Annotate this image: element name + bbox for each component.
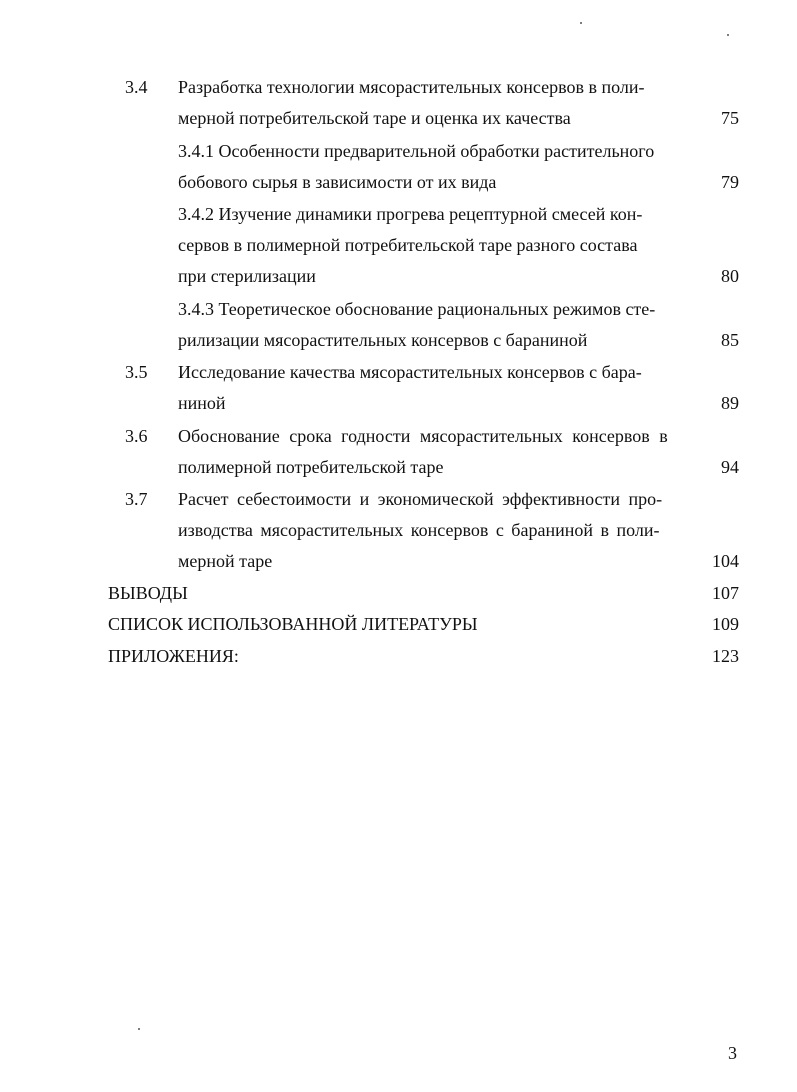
toc-entry-line: при стерилизации bbox=[178, 266, 316, 286]
toc-entry-line: Обоснование срока годности мясорастительных консервов в bbox=[178, 426, 668, 446]
toc-entry-line: мерной таре bbox=[178, 551, 273, 571]
toc-entry-line: полимерной потребительской таре bbox=[178, 457, 444, 477]
toc-entry-line: бобового сырья в зависимости от их вида bbox=[178, 172, 497, 192]
toc-entry-number: 3.4 bbox=[125, 77, 148, 97]
toc-section-title: ВЫВОДЫ bbox=[108, 583, 188, 603]
toc-entry-line: Исследование качества мясорастительных консервов с бара- bbox=[178, 362, 642, 382]
toc-page-number: 123 bbox=[712, 646, 739, 666]
toc-page-number: 85 bbox=[721, 330, 739, 350]
toc-entry-line: 3.4.3 Теоретическое обоснование рациональных режимов сте- bbox=[178, 299, 656, 319]
toc-entry-line: рилизации мясорастительных консервов с бараниной bbox=[178, 330, 588, 350]
toc-entry-line: Расчет себестоимости и экономической эффективности про- bbox=[178, 489, 663, 509]
toc-entry-line: 3.4.1 Особенности предварительной обработки растительного bbox=[178, 141, 655, 161]
toc-entry-number: 3.6 bbox=[125, 426, 148, 446]
toc-entry-number: 3.7 bbox=[125, 489, 148, 509]
toc-section-title: СПИСОК ИСПОЛЬЗОВАННОЙ ЛИТЕРАТУРЫ bbox=[108, 614, 478, 634]
toc-entry-line: ниной bbox=[178, 393, 226, 413]
toc-page-number: 104 bbox=[712, 551, 739, 571]
toc-page-number: 80 bbox=[721, 266, 739, 286]
toc-page-number: 94 bbox=[721, 457, 739, 477]
toc-entry-number: 3.5 bbox=[125, 362, 148, 382]
toc-page-number: 109 bbox=[712, 614, 739, 634]
toc-section-title: ПРИЛОЖЕНИЯ: bbox=[108, 646, 239, 666]
page-number: 3 bbox=[728, 1043, 737, 1063]
toc-entry-line: Разработка технологии мясорастительных консервов в поли- bbox=[178, 77, 645, 97]
toc-entry-line: сервов в полимерной потребительской таре разного состава bbox=[178, 235, 638, 255]
toc-page-number: 89 bbox=[721, 393, 739, 413]
toc-page-number: 107 bbox=[712, 583, 739, 603]
toc-page-number: 75 bbox=[721, 108, 739, 128]
scan-speck bbox=[580, 22, 582, 24]
toc-page-number: 79 bbox=[721, 172, 739, 192]
scan-speck bbox=[727, 34, 729, 36]
scan-speck bbox=[138, 1028, 140, 1030]
toc-entry-line: изводства мясорастительных консервов с бараниной в поли- bbox=[178, 520, 660, 540]
toc-entry-line: 3.4.2 Изучение динамики прогрева рецептурной смесей кон- bbox=[178, 204, 643, 224]
toc-entry-line: мерной потребительской таре и оценка их качества bbox=[178, 108, 571, 128]
